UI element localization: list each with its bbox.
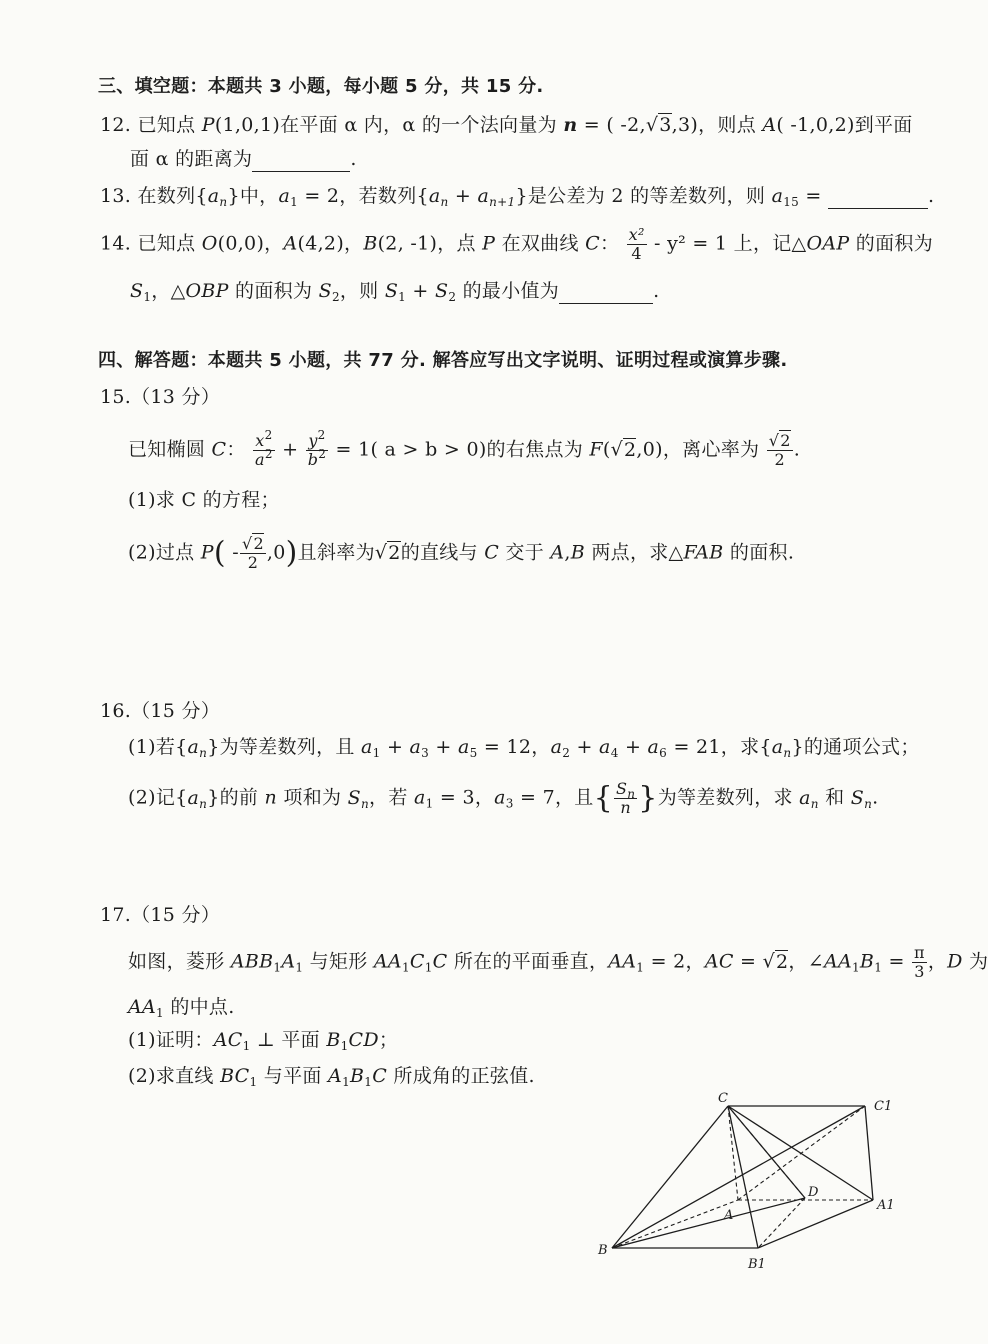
question-16-part-1: (1)若$\{a_n\}$为等差数列，且 $a_1 + a_3 + a_5 = 12$，$a_2 + a_4 + a_6 = 21$，求$\{a_n\}$的通项公式； bbox=[128, 736, 920, 760]
edge-C-A1 bbox=[728, 1106, 873, 1200]
question-17-stem-line-1: 如图，菱形 $ABB_1A_1$ 与矩形 $AA_1C_1C$ 所在的平面垂直，$AA_1 = 2$，AC = √2，$\angle AA_1B_1$ = $\frac{\pi}{3}$ ，D 为 bbox=[128, 943, 988, 981]
edge-C-B bbox=[612, 1106, 728, 1248]
question-17-stem-line-2: $AA_1$ 的中点. bbox=[128, 996, 235, 1020]
edge-B1-A1 bbox=[758, 1200, 873, 1248]
question-17-part-2: (2)求直线 $BC_1$ 与平面 $A_1B_1C$ 所成角的正弦值. bbox=[128, 1065, 535, 1089]
edge-A-C1 bbox=[738, 1106, 865, 1200]
question-15-number: 15.（13 分） bbox=[100, 386, 221, 408]
answer-blank[interactable] bbox=[252, 151, 350, 172]
label-B1: B1 bbox=[748, 1257, 766, 1272]
question-15-part-1: (1)求 C 的方程； bbox=[128, 489, 280, 511]
edge-C-B1 bbox=[728, 1106, 758, 1248]
label-C: C bbox=[718, 1091, 728, 1106]
answer-blank[interactable] bbox=[559, 283, 653, 304]
answer-blank[interactable] bbox=[828, 188, 928, 209]
label-C1: C1 bbox=[874, 1099, 893, 1114]
question-12-line-2: 面 α 的距离为 . bbox=[130, 148, 357, 170]
geometry-figure bbox=[590, 1088, 910, 1278]
question-16-number: 16.（15 分） bbox=[100, 700, 221, 722]
edge-C-A bbox=[728, 1106, 738, 1200]
label-B: B bbox=[598, 1243, 608, 1258]
label-A: A bbox=[724, 1208, 734, 1223]
edge-C1-A1 bbox=[865, 1106, 873, 1200]
edge-B-C1 bbox=[612, 1106, 865, 1248]
question-13: 13. 在数列$\{a_n\}$中，$a_1 = 2$，若数列$\{a_n + a_{n+1}\}$是公差为 2 的等差数列，则 $a_{15}$ = . bbox=[100, 185, 935, 209]
question-16-part-2: (2)记$\{a_n\}$的前 n 项和为 $S_n$，若 $a_1 = 3$，$a_3 = 7$，且{ $\frac{S_n}{n}$ }为等差数列，求 $a_n$ 和 $S_n$. bbox=[128, 779, 879, 817]
section-4-header: 四、解答题：本题共 5 小题，共 77 分. 解答应写出文字说明、证明过程或演算步骤. bbox=[98, 350, 788, 371]
question-15-part-2: (2)过点 P( - $\frac{√2}{2}$ ,0)且斜率为√2的直线与 C 交于 A,B 两点，求△FAB 的面积. bbox=[128, 534, 795, 572]
question-number: 12. bbox=[100, 114, 132, 136]
section-3-header: 三、填空题：本题共 3 小题，每小题 5 分，共 15 分. bbox=[98, 76, 544, 97]
question-12-line-1: 12. 已知点 P(1,0,1)在平面 α 内，α 的一个法向量为 n = ( -2,√3,3)，则点 A( -1,0,2)到平面 bbox=[100, 114, 913, 136]
question-15-stem: 已知椭圆 C： $\frac{x^2}{a^2}$ + $\frac{y^2}{b^2}$ = 1( a > b > 0)的右焦点为 F(√2,0)，离心率为 $\frac{√2}{2}$ . bbox=[128, 428, 801, 469]
edge-D-B1 bbox=[758, 1198, 805, 1248]
label-D: D bbox=[808, 1185, 819, 1200]
question-14-line-2: $S_1$，△OBP 的面积为 $S_2$，则 $S_1 + S_2$ 的最小值为 . bbox=[130, 280, 660, 304]
label-A1: A1 bbox=[877, 1198, 895, 1213]
question-17-number: 17.（15 分） bbox=[100, 904, 221, 926]
question-number: 13. bbox=[100, 185, 132, 207]
question-17-part-1: (1)证明：$AC_1$ ⊥ 平面 $B_1CD$； bbox=[128, 1029, 399, 1053]
question-14-line-1: 14. 已知点 O(0,0)，A(4,2)，B(2, -1)，点 P 在双曲线 C： $\frac{\text{x²}}{4}$ - y² = 1 上，记△OAP 的面积为 bbox=[100, 225, 933, 263]
question-number: 14. bbox=[100, 232, 132, 255]
edge-C-C1-aux bbox=[728, 1106, 805, 1198]
